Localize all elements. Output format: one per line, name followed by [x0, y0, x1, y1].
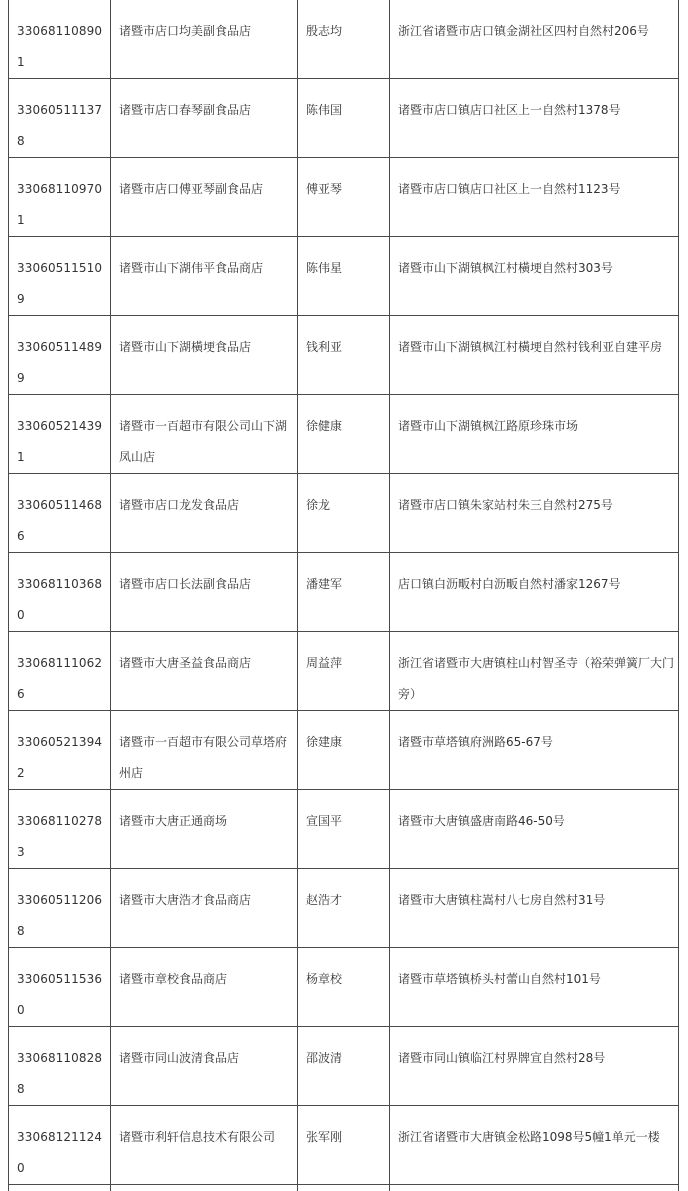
store-name-cell: 诸暨市山下湖伟平食品商店 [111, 237, 298, 316]
code-cell: 330605115109 [9, 237, 111, 316]
address-cell: 诸暨市山下湖镇枫江村橫埂自然村钱利亚自建平房 [390, 316, 679, 395]
table-row [9, 711, 679, 790]
person-cell: 周益萍 [298, 632, 390, 711]
table-row [9, 0, 679, 79]
table-row [9, 474, 679, 553]
store-name-cell: 诸暨市大唐正通商场 [111, 790, 298, 869]
code-cell: 330605114686 [9, 474, 111, 553]
code-cell: 330681102783 [9, 790, 111, 869]
store-name-cell: 诸暨市同山波清食品店 [111, 1027, 298, 1106]
store-name-cell: 诸暨市大唐圣益食品商店 [111, 632, 298, 711]
store-name-cell: 诸暨市利轩信息技术有限公司 [111, 1106, 298, 1185]
empty-cell [9, 1185, 111, 1191]
store-name-cell: 诸暨市店口长法副食品店 [111, 553, 298, 632]
person-cell: 钱利亚 [298, 316, 390, 395]
address-cell: 浙江省诸暨市大唐镇柱山村智圣寺（裕荣弹簧厂大门旁） [390, 632, 679, 711]
address-cell: 诸暨市山下湖镇枫江路原珍珠市场 [390, 395, 679, 474]
person-cell: 张军刚 [298, 1106, 390, 1185]
address-cell: 浙江省诸暨市大唐镇金松路1098号5幢1单元一楼 [390, 1106, 679, 1185]
address-cell: 店口镇白沥畈村白沥畈自然村潘家1267号 [390, 553, 679, 632]
address-cell: 诸暨市草塔镇桥头村蕾山自然村101号 [390, 948, 679, 1027]
address-cell: 诸暨市大唐镇柱嵩村八七房自然村31号 [390, 869, 679, 948]
table-row [9, 1106, 679, 1185]
table-row [9, 158, 679, 237]
store-name-cell: 诸暨市山下湖橫埂食品店 [111, 316, 298, 395]
person-cell: 徐龙 [298, 474, 390, 553]
code-cell: 330605214391 [9, 395, 111, 474]
store-name-cell: 诸暨市一百超市有限公司草塔府州店 [111, 711, 298, 790]
table-row [9, 553, 679, 632]
person-cell: 傅亚琴 [298, 158, 390, 237]
table-row [9, 790, 679, 869]
empty-cell [298, 1185, 390, 1191]
table-row [9, 869, 679, 948]
empty-cell [111, 1185, 298, 1191]
code-cell: 330681211240 [9, 1106, 111, 1185]
address-cell: 诸暨市山下湖镇枫江村橫埂自然村303号 [390, 237, 679, 316]
code-cell: 330605114899 [9, 316, 111, 395]
person-cell: 潘建军 [298, 553, 390, 632]
person-cell: 陈伟星 [298, 237, 390, 316]
address-cell: 诸暨市店口镇朱家站村朱三自然村275号 [390, 474, 679, 553]
address-cell: 浙江省诸暨市店口镇金湖社区四村自然村206号 [390, 0, 679, 79]
table-row [9, 395, 679, 474]
store-name-cell: 诸暨市店口均美副食品店 [111, 0, 298, 79]
table-row-continuation [9, 1185, 679, 1191]
empty-cell [390, 1185, 679, 1191]
address-cell: 诸暨市大唐镇盛唐南路46-50号 [390, 790, 679, 869]
table-row [9, 1027, 679, 1106]
table-row [9, 79, 679, 158]
table-row [9, 632, 679, 711]
code-cell: 330681108288 [9, 1027, 111, 1106]
person-cell: 殷志均 [298, 0, 390, 79]
store-name-cell: 诸暨市一百超市有限公司山下湖凤山店 [111, 395, 298, 474]
person-cell: 徐健康 [298, 395, 390, 474]
store-name-cell: 诸暨市店口龙发食品店 [111, 474, 298, 553]
address-cell: 诸暨市店口镇店口社区上一自然村1378号 [390, 79, 679, 158]
store-name-cell: 诸暨市店口春琴副食品店 [111, 79, 298, 158]
code-cell: 330605111378 [9, 79, 111, 158]
person-cell: 邵波清 [298, 1027, 390, 1106]
person-cell: 赵浩才 [298, 869, 390, 948]
address-cell: 诸暨市同山镇临江村界牌宣自然村28号 [390, 1027, 679, 1106]
table-row [9, 948, 679, 1027]
store-name-cell: 诸暨市店口傅亚琴副食品店 [111, 158, 298, 237]
code-cell: 330605112068 [9, 869, 111, 948]
table-row [9, 316, 679, 395]
address-cell: 诸暨市草塔镇府洲路65-67号 [390, 711, 679, 790]
code-cell: 330681108901 [9, 0, 111, 79]
code-cell: 330605213942 [9, 711, 111, 790]
person-cell: 宣国平 [298, 790, 390, 869]
address-cell: 诸暨市店口镇店口社区上一自然村1123号 [390, 158, 679, 237]
table-row [9, 237, 679, 316]
store-list-table-container [8, 0, 678, 1191]
code-cell: 330605115360 [9, 948, 111, 1027]
code-cell: 330681109701 [9, 158, 111, 237]
code-cell: 330681110626 [9, 632, 111, 711]
store-list-table [8, 0, 679, 1191]
store-name-cell: 诸暨市章校食品商店 [111, 948, 298, 1027]
person-cell: 陈伟国 [298, 79, 390, 158]
person-cell: 杨章校 [298, 948, 390, 1027]
store-name-cell: 诸暨市大唐浩才食品商店 [111, 869, 298, 948]
code-cell: 330681103680 [9, 553, 111, 632]
person-cell: 徐建康 [298, 711, 390, 790]
